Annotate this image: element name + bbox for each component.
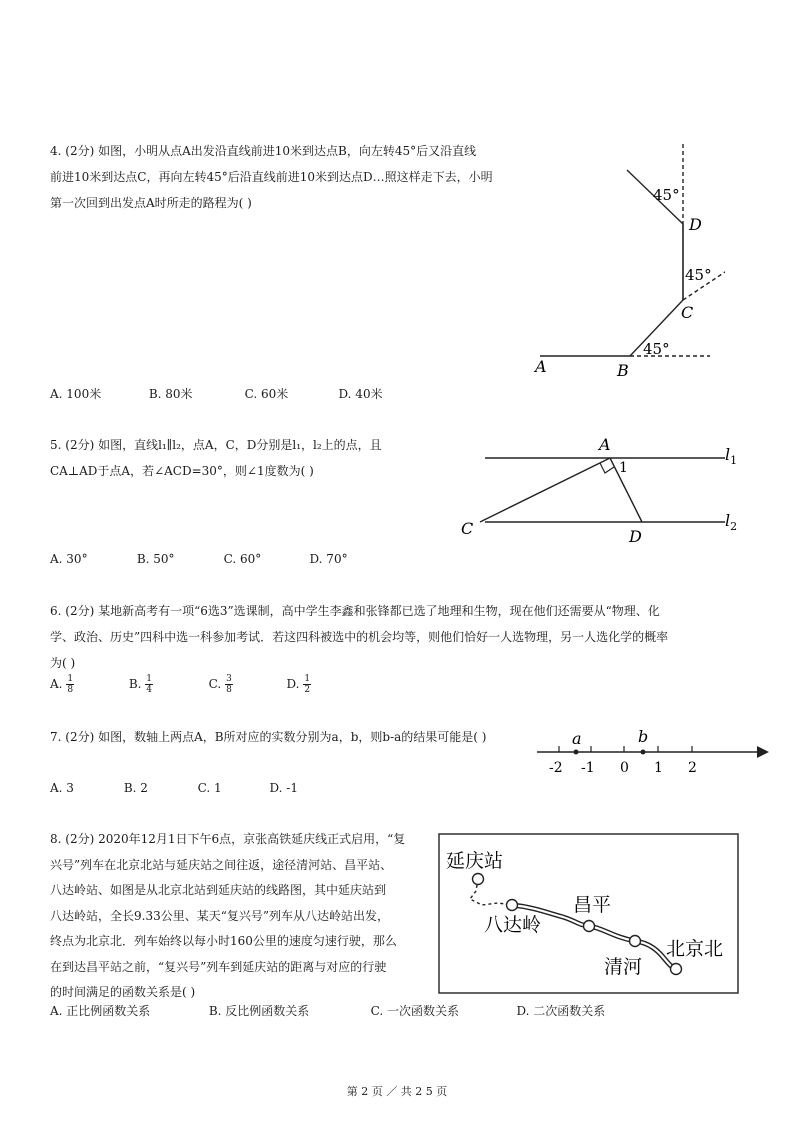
option-b[interactable]: B. $\frac{1}{4}$ [128,674,153,695]
option-a[interactable]: A. 正比例函数关系 [50,1004,151,1018]
fraction: $\frac{1}{4}$ [146,674,153,695]
option-c[interactable]: C. $\frac{3}{8}$ [208,674,232,695]
point-c-label: C [681,303,694,322]
option-d[interactable]: D. 70° [309,552,348,566]
station-yanqing: 延庆站 [446,850,504,872]
question-5-options [50,552,348,566]
number-line-figure [535,728,775,781]
point-b-label: B [617,361,629,380]
option-c[interactable]: C. 60° [223,552,262,566]
question-4 [50,138,493,216]
point-d-label: D [689,215,702,234]
railway-route-map [438,833,740,998]
question-6 [50,598,668,676]
question-4-line: 4. (2分) 如图，小明从点A出发沿直线前进10米到达点B，向左转45°后又沿直线 [50,144,477,158]
option-d[interactable]: D. 40米 [338,387,383,401]
line-l2-label: $l_2$ [725,511,738,533]
option-a[interactable]: A. 100米 [50,387,102,401]
fraction: $\frac{1}{2}$ [304,674,311,695]
option-a[interactable]: A. 3 [50,781,74,795]
fraction: $\frac{1}{8}$ [67,674,74,695]
angle-label-mid: 45° [685,266,712,284]
question-5 [50,432,382,484]
question-8-line: 兴号”列车在北京北站与延庆站之间往返，途径清河站、昌平站、 [50,857,393,872]
question-4-options [50,385,383,402]
question-6-line: 学、政治、历史”四科中选一科参加考试．若这四科被选中的机会均等，则他们恰好一人选物理，另一人选化学的概率 [50,630,669,644]
question-8-line: 的时间满足的函数关系是( ) [50,985,196,999]
option-c[interactable]: C. 1 [197,781,222,795]
page-number-footer: 第 2 页 ／ 共 2 5 页 [346,1085,448,1098]
option-b[interactable]: B. 反比例函数关系 [208,1004,310,1018]
question-6-line: 6. (2分) 某地新高考有一项“6选3”选课制，高中学生李鑫和张锋都已选了地理和生物，现在他们还需要从“物理、化 [50,604,660,618]
question-5-line: CA⊥AD于点A，若∠ACD=30°，则∠1度数为( ) [50,464,314,478]
question-4-line: 第一次回到出发点A时所走的路程为( ) [50,196,252,210]
point-b-label: b [638,728,649,746]
point-a-label: A [535,357,547,376]
angle-label-bottom: 45° [643,340,670,358]
question-8-line: 在到达昌平站之前，“复兴号”列车到延庆站的距离与对应的行驶 [50,959,387,974]
question-7-line: 7. (2分) 如图，数轴上两点A，B所对应的实数分别为a，b，则b-a的结果可能是( ) [50,730,487,744]
question-8-line: 终点为北京北．列车始终以每小时160公里的速度匀速行驶，那么 [50,934,397,948]
station-qinghe: 清河 [604,956,643,978]
option-a[interactable]: A. 30° [50,552,88,566]
question-7-options [50,781,298,795]
option-b[interactable]: B. 50° [136,552,175,566]
station-beijingbei: 北京北 [666,938,724,960]
point-c-label: C [461,519,474,538]
question-7 [50,724,486,750]
point-a-label: a [572,729,582,748]
option-b[interactable]: B. 2 [123,781,148,795]
question-8-options [50,1002,605,1019]
question-4-line: 前进10米到达点C，再向左转45°后沿直线前进10米到达点D…照这样走下去，小明 [50,170,493,184]
option-b[interactable]: B. 80米 [148,387,193,401]
option-d[interactable]: D. $\frac{1}{2}$ [286,674,311,695]
option-a[interactable]: A. $\frac{1}{8}$ [50,674,74,695]
point-d-label: D [629,527,642,546]
option-c[interactable]: C. 一次函数关系 [370,1004,460,1018]
station-badaling: 八达岭 [484,914,542,936]
angle-label-top: 45° [653,186,680,204]
tick-label: 0 [620,760,629,776]
question-8 [50,827,405,1006]
question-5-figure [455,430,755,551]
question-6-options [50,674,311,695]
question-6-line: 为( ) [50,656,76,670]
question-8-line: 八达岭站，全长9.33公里、某天“复兴号”列车从八达岭站出发， [50,908,389,923]
option-c[interactable]: C. 60米 [244,387,289,401]
tick-label: -1 [581,760,595,776]
line-l1-label: $l_1$ [725,445,738,467]
question-5-line: 5. (2分) 如图，直线l₁∥l₂，点A，C，D分别是l₁，l₂上的点，且 [50,438,382,452]
angle-1-label: 1 [619,460,628,476]
option-d[interactable]: D. 二次函数关系 [516,1004,606,1018]
tick-label: -2 [549,760,563,776]
question-8-line: 八达岭站、如图是从北京北站到延庆站的线路图，其中延庆站到 [50,883,387,897]
option-d[interactable]: D. -1 [269,781,298,795]
point-a-label: A [599,435,611,454]
question-8-line: 8. (2分) 2020年12月1日下午6点，京张高铁延庆线正式启用，“复 [50,832,406,846]
tick-label: 2 [688,760,697,776]
question-4-figure [525,140,725,383]
station-changping: 昌平 [573,894,612,916]
fraction: $\frac{3}{8}$ [226,674,232,695]
tick-label: 1 [654,760,663,776]
